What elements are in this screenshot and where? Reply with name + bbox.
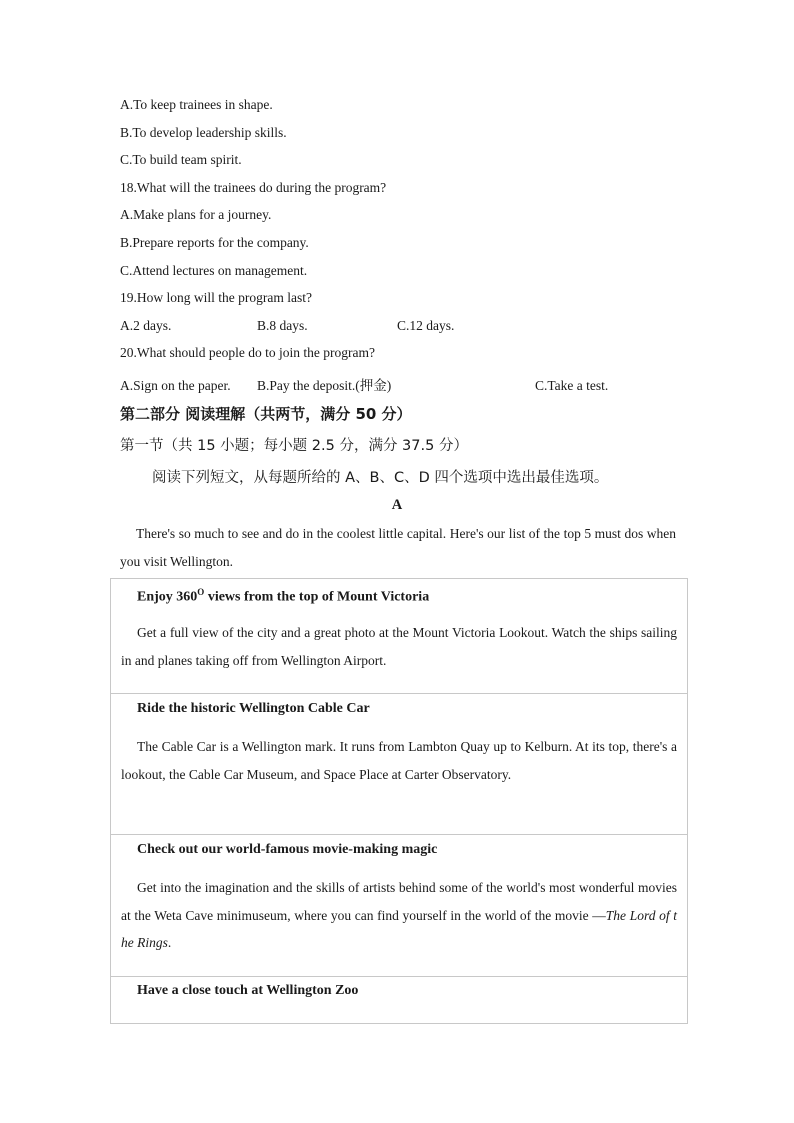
- q20-options: [120, 374, 608, 394]
- q19-stem: 19.How long will the program last?: [120, 290, 312, 305]
- q19-option-c: C.12 days.: [397, 318, 455, 333]
- q20-option-b: B.Pay the deposit.(押金): [257, 378, 392, 393]
- table-row: [111, 834, 687, 977]
- q20-option-c: C.Take a test.: [535, 378, 609, 393]
- item-body: Get a full view of the city and a great photo at the Mount Victoria Lookout. Watch the ships sailing in and planes taking off from Wellington Airport.: [121, 625, 677, 668]
- passage-letter: A: [391, 497, 403, 513]
- item-title: Check out our world-famous movie-making magic: [137, 842, 438, 857]
- part-title: 第二部分 阅读理解（共两节，满分 50 分）: [120, 405, 412, 423]
- subsection-title: 第一节（共 15 小题；每小题 2.5 分，满分 37.5 分）: [120, 438, 468, 454]
- q19-option-a: A.2 days.: [120, 318, 172, 333]
- table-row: [111, 976, 687, 1023]
- table-row: [111, 693, 687, 835]
- q20-stem: 20.What should people do to join the program?: [120, 345, 375, 360]
- item-body: Get into the imagination and the skills of artists behind some of the world's most wonderful movies at the Weta Cave minimuseum, where you can find yourself in the world of the movie —The Lord of the Rings.: [121, 880, 678, 950]
- table-row: [111, 579, 687, 694]
- item-title: Enjoy $360^O$ views from the top of Mount Victoria: [137, 587, 430, 605]
- q18-option-a: A.Make plans for a journey.: [120, 207, 272, 222]
- item-title: Ride the historic Wellington Cable Car: [137, 701, 370, 716]
- q18-option-c: C.Attend lectures on management.: [120, 263, 308, 278]
- q18-stem: 18.What will the trainees do during the program?: [120, 180, 387, 195]
- q19-option-b: B.8 days.: [257, 318, 308, 333]
- q17-option-a: A.To keep trainees in shape.: [120, 97, 273, 112]
- item-title: Have a close touch at Wellington Zoo: [137, 983, 359, 998]
- q17-option-c: C.To build team spirit.: [120, 152, 242, 167]
- q19-options: [120, 318, 454, 334]
- q20-option-a: A.Sign on the paper.: [120, 378, 231, 393]
- passage-intro: There's so much to see and do in the coolest little capital. Here's our list of the top 5 must dos when you visit Wellington.: [120, 526, 676, 569]
- q18-option-b: B.Prepare reports for the company.: [120, 235, 309, 250]
- instructions: 阅读下列短文，从每题所给的 A、B、C、D 四个选项中选出最佳选项。: [152, 470, 609, 486]
- q17-option-b: B.To develop leadership skills.: [120, 125, 287, 140]
- item-body: The Cable Car is a Wellington mark. It runs from Lambton Quay up to Kelburn. At its top, there's a lookout, the Cable Car Museum, and Space Place at Carter Observatory.: [121, 739, 677, 782]
- passage-table: [110, 578, 688, 1024]
